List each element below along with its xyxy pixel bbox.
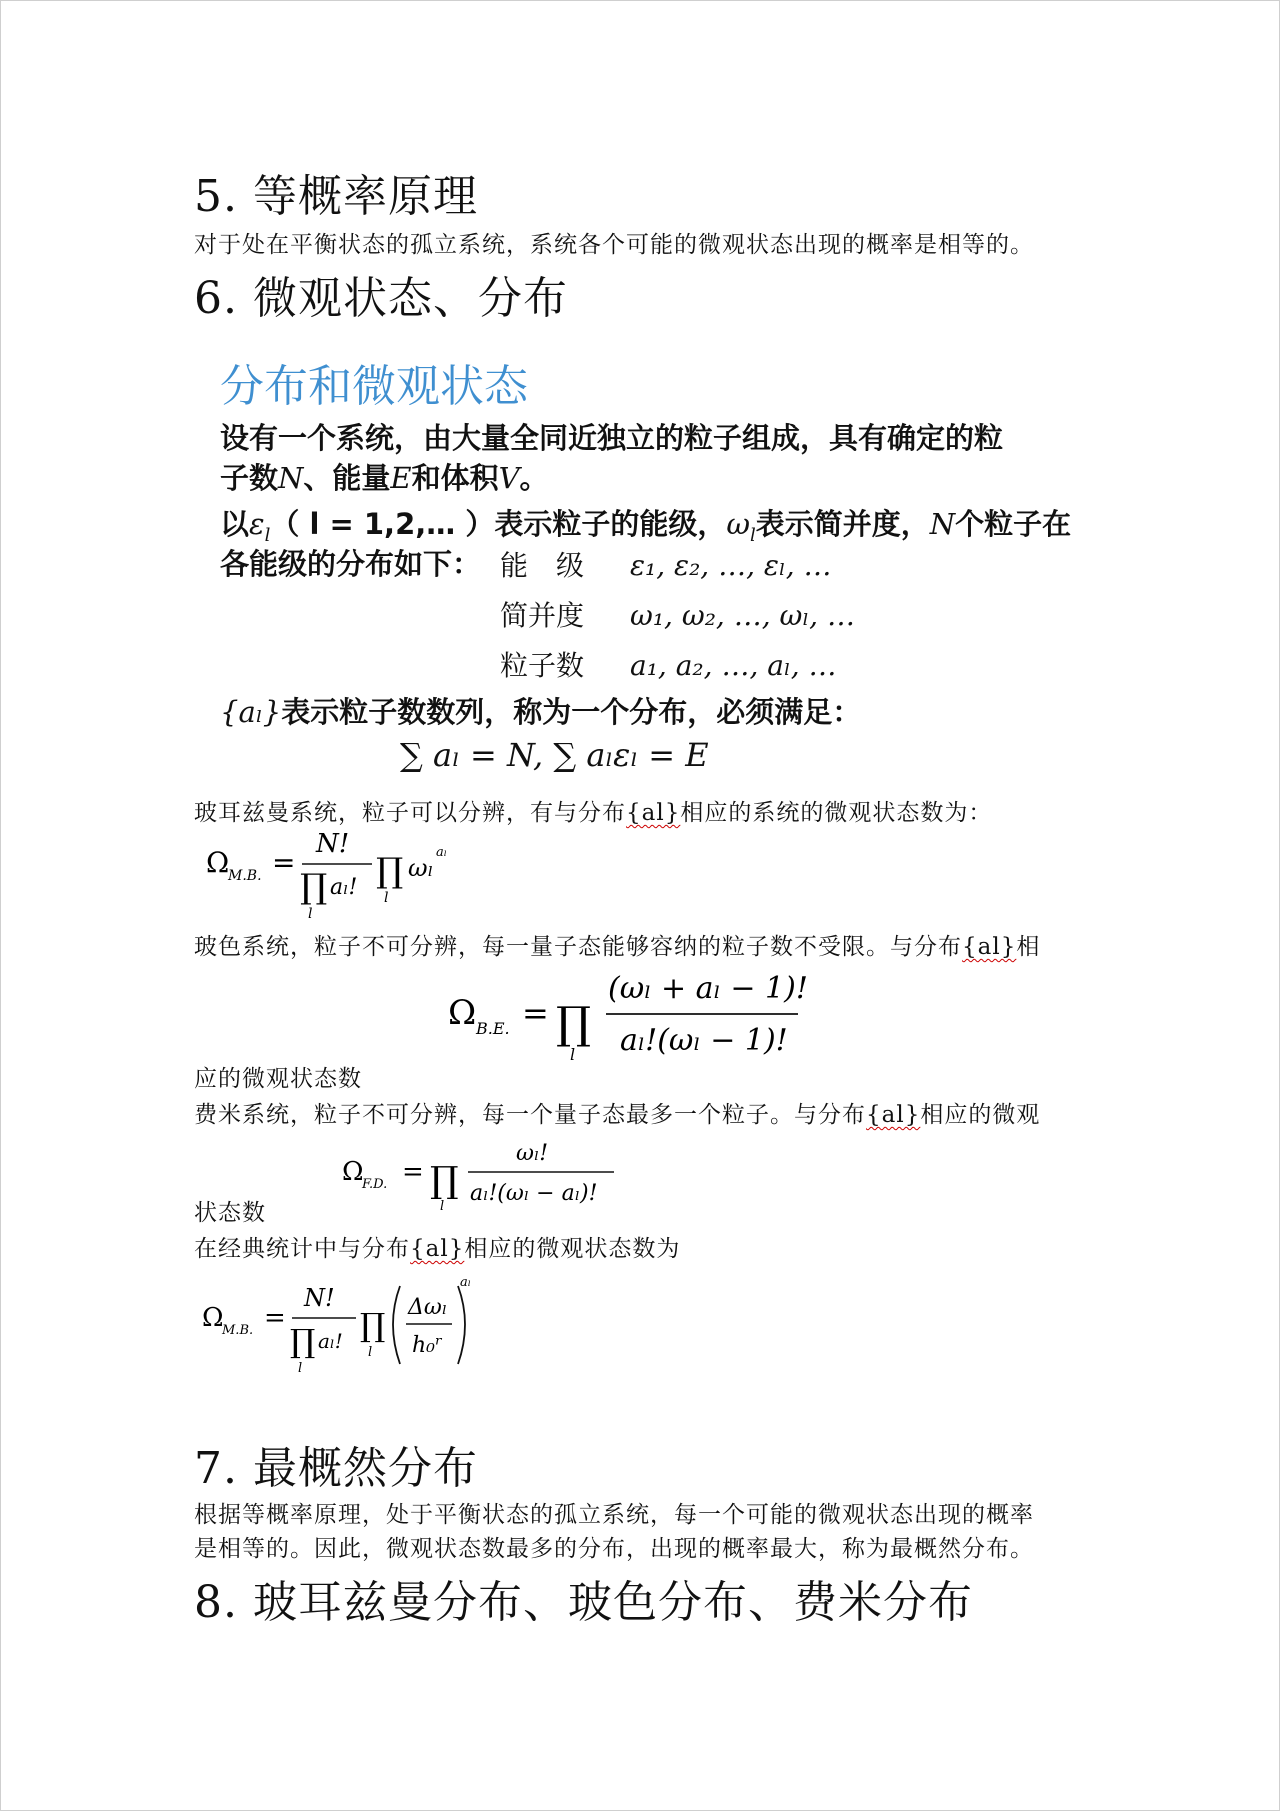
al-exponent: aₗ [460, 1275, 471, 1290]
al-factorial: aₗ! [318, 1329, 343, 1353]
slide-line-4: 各能级的分布如下： [220, 547, 482, 581]
slide-line-3: 以$\varepsilon_l$（ l = 1,2,… ）表示粒子的能级，$\omega_l$表示简并度，N个粒子在 [220, 507, 1072, 546]
be-text-a: 玻色系统，粒子不可分辨，每一量子态能够容纳的粒子数不受限。与分布 [194, 934, 962, 960]
fd-text [194, 1096, 1040, 1129]
slide-line-5-b: 表示粒子数数列，称为一个分布，必须满足： [281, 695, 862, 729]
be-text-c: 应的微观状态数 [194, 1066, 362, 1092]
al-factorial: aₗ! [330, 875, 358, 900]
slide-line-3-d: 个粒子在 [955, 507, 1072, 541]
mb-subscript: M.B. [222, 1323, 254, 1338]
fd-formula [336, 1130, 626, 1216]
product-symbol: ∏ [290, 1322, 316, 1360]
section-8-heading: 8. 玻耳兹曼分布、玻色分布、费米分布 [194, 1577, 973, 1628]
product-symbol: ∏ [300, 867, 328, 907]
fd-numerator: ωₗ! [516, 1141, 549, 1166]
be-text [194, 928, 1040, 961]
classical-numerator: Δωₗ [408, 1295, 448, 1320]
slide-line-3-b: （ l = 1,2,… ）表示粒子的能级， [270, 507, 727, 541]
mb-subscript: M.B. [228, 868, 262, 884]
be-subscript: B.E. [476, 1019, 510, 1038]
fd-text-a: 费米系统，粒子不可分辨，每一个量子态最多一个粒子。与分布 [194, 1102, 866, 1128]
classical-formula [196, 1272, 486, 1382]
symbol-E: E [390, 461, 412, 495]
fd-subscript: F.D. [362, 1177, 388, 1192]
slide-row-degeneracy [500, 594, 855, 634]
classical-text-b: 相应的微观状态数为 [464, 1236, 681, 1262]
n-factorial: N! [316, 829, 350, 859]
row-label: 能 级 [500, 549, 585, 582]
fd-text-c: 状态数 [194, 1200, 266, 1226]
constraint-formula: ∑ aₗ = N, ∑ aₗεₗ = E [400, 736, 709, 774]
omega-symbol: Ω [206, 846, 230, 879]
fd-denominator: aₗ!(ωₗ − aₗ)! [470, 1181, 598, 1206]
fd-text-b: 相应的微观 [920, 1102, 1041, 1128]
slide-constraint [400, 736, 709, 774]
product-index: l [308, 906, 313, 922]
mb-text-a: 玻耳兹曼系统，粒子可以分辨，有与分布 [194, 800, 626, 826]
row-value: ω₁, ω₂, …, ωₗ, … [630, 599, 855, 632]
symbol-V: V [498, 461, 520, 495]
row-value: ε₁, ε₂, …, εₗ, … [630, 549, 832, 582]
be-text-b: 相 [1016, 934, 1041, 960]
omega-symbol: Ω [448, 993, 477, 1033]
classical-al: {al} [410, 1236, 465, 1262]
fd-al: {al} [866, 1102, 921, 1128]
symbol-omega-l: ω [726, 507, 751, 541]
classical-text [194, 1230, 680, 1263]
omega-symbol: Ω [202, 1303, 224, 1333]
be-denominator: aₗ!(ωₗ − 1)! [620, 1023, 788, 1058]
slide-figure [194, 330, 1094, 790]
be-formula [440, 958, 810, 1064]
symbol-N-2: N [929, 507, 956, 541]
symbol-al-set: {aₗ} [220, 695, 282, 729]
slide-row-energy [500, 544, 832, 584]
section-5-heading: 5. 等概率原理 [194, 171, 478, 222]
slide-line-2-c: 和体积 [411, 461, 499, 495]
classical-text-a: 在经典统计中与分布 [194, 1236, 410, 1262]
product-symbol-2: ∏ [376, 851, 404, 891]
equals-sign: = [402, 1157, 424, 1187]
classical-denominator: h₀ʳ [412, 1333, 443, 1358]
slide-line-2 [220, 456, 549, 497]
omega-symbol: Ω [342, 1157, 364, 1187]
product-symbol: ∏ [430, 1160, 459, 1201]
symbol-N: N [278, 461, 304, 495]
slide-line-1: 设有一个系统，由大量全同近独立的粒子组成，具有确定的粒 [220, 421, 1004, 455]
omega-l: ωₗ [408, 854, 434, 882]
mb-al: {al} [626, 800, 681, 826]
product-index: l [440, 1199, 445, 1214]
section-5-body: 对于处在平衡状态的孤立系统，系统各个可能的微观状态出现的概率是相等的。 [194, 232, 1034, 258]
slide-title: 分布和微观状态 [220, 361, 528, 412]
row-value: a₁, a₂, …, aₗ, … [630, 649, 837, 682]
section-7-heading: 7. 最概然分布 [194, 1443, 478, 1494]
product-index-2: l [384, 890, 389, 906]
slide-line-3-a: 以 [220, 507, 250, 541]
n-factorial: N! [304, 1284, 335, 1312]
left-paren [393, 1286, 400, 1364]
slide-line-2-b: 、能量 [303, 461, 391, 495]
mb-formula [200, 822, 460, 922]
slide-line-5 [220, 690, 861, 731]
symbol-epsilon-l: ε [249, 507, 265, 541]
slide-line-2-d: 。 [519, 461, 549, 495]
product-symbol-2: ∏ [360, 1306, 386, 1344]
equals-sign: = [264, 1303, 286, 1333]
al-exponent: aₗ [436, 845, 447, 860]
equals-sign: = [272, 846, 296, 879]
be-numerator: (ωₗ + aₗ − 1)! [608, 971, 808, 1006]
mb-text-b: 相应的系统的微观状态数为： [680, 800, 993, 826]
row-label: 粒子数 [500, 649, 585, 682]
right-paren [458, 1286, 465, 1364]
product-index-2: l [368, 1345, 373, 1360]
product-symbol: ∏ [556, 998, 592, 1049]
slide-line-3-c: 表示简并度， [755, 507, 930, 541]
section-6-heading: 6. 微观状态、分布 [194, 273, 568, 324]
equals-sign: = [522, 994, 549, 1032]
section-7-body-line-1: 根据等概率原理，处于平衡状态的孤立系统，每一个可能的微观状态出现的概率 [194, 1502, 1034, 1528]
product-index: l [570, 1045, 576, 1064]
row-label: 简并度 [500, 599, 585, 632]
section-7-body-line-2: 是相等的。因此，微观状态数最多的分布，出现的概率最大，称为最概然分布。 [194, 1536, 1034, 1562]
slide-row-particles [500, 644, 837, 684]
product-index: l [298, 1361, 303, 1376]
slide-line-2-a: 子数 [220, 461, 279, 495]
be-al: {al} [962, 934, 1017, 960]
